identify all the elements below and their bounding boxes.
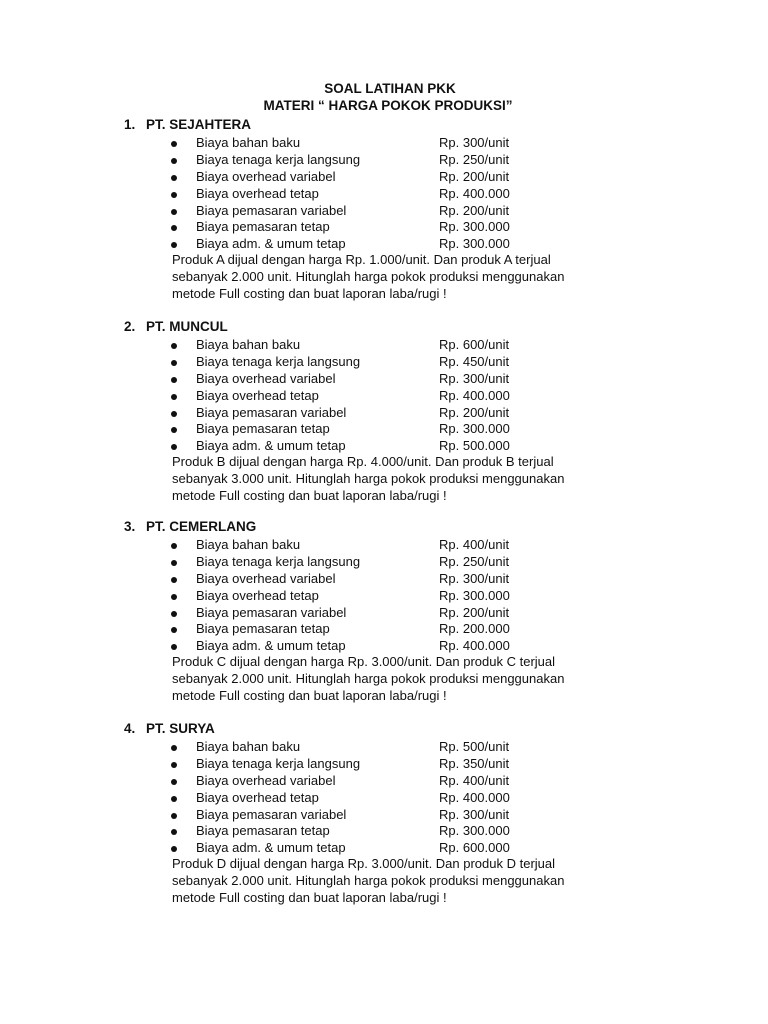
company-name: PT. CEMERLANG: [146, 519, 257, 534]
description-line: Produk D dijual dengan harga Rp. 3.000/unit. Dan produk D terjual: [172, 856, 556, 871]
description-line: sebanyak 2.000 unit. Hitunglah harga pokok produksi menggunakan: [172, 269, 565, 284]
company-name: PT. MUNCUL: [146, 319, 228, 334]
item-value: Rp. 200/unit: [439, 404, 510, 420]
item-value: Rp. 300/unit: [439, 570, 510, 586]
item-label: Biaya tenaga kerja langsung: [196, 755, 361, 771]
item-label: Biaya bahan baku: [196, 739, 301, 754]
item-label: Biaya bahan baku: [196, 537, 301, 552]
item-value: Rp. 300/unit: [439, 135, 510, 150]
company-name: PT. SEJAHTERA: [146, 117, 252, 132]
item-value: Rp. 200/unit: [439, 168, 510, 184]
bullet-icon: [171, 242, 177, 248]
cost-list: [0, 537, 768, 655]
item-label: Biaya pemasaran tetap: [196, 621, 330, 637]
list-item: [0, 354, 768, 371]
item-value: Rp. 500.000: [439, 438, 510, 454]
item-label: Biaya tenaga kerja langsung: [196, 553, 361, 569]
description-line: sebanyak 2.000 unit. Hitunglah harga pokok produksi menggunakan: [172, 873, 565, 888]
item-value: Rp. 300.000: [439, 587, 510, 603]
list-item: [0, 186, 768, 203]
list-item: [0, 807, 768, 824]
list-item: [0, 571, 768, 588]
bullet-icon: [171, 594, 177, 600]
item-label: Biaya pemasaran variabel: [196, 202, 347, 218]
description-line: Produk B dijual dengan harga Rp. 4.000/unit. Dan produk B terjual: [172, 454, 554, 469]
description-line: metode Full costing dan buat laporan laba/rugi !: [172, 286, 447, 301]
bullet-icon: [171, 813, 177, 819]
bullet-icon: [171, 175, 177, 181]
section-title: [124, 720, 215, 737]
bullet-icon: [171, 411, 177, 417]
item-label: Biaya pemasaran variabel: [196, 604, 347, 620]
list-item: [0, 605, 768, 622]
bullet-icon: [171, 225, 177, 231]
document-subtitle: MATERI “ HARGA POKOK PRODUKSI”: [263, 98, 513, 113]
bullet-icon: [171, 762, 177, 768]
item-label: Biaya adm. & umum tetap: [196, 638, 346, 654]
list-item: [0, 337, 768, 354]
item-value: Rp. 400/unit: [439, 772, 510, 788]
description-line: metode Full costing dan buat laporan laba/rugi !: [172, 688, 447, 703]
bullet-icon: [171, 141, 177, 147]
document-header: [0, 80, 768, 114]
description-line: Produk C dijual dengan harga Rp. 3.000/unit. Dan produk C terjual: [172, 654, 556, 669]
bullet-icon: [171, 846, 177, 852]
item-label: Biaya overhead variabel: [196, 370, 336, 386]
item-label: Biaya pemasaran variabel: [196, 806, 347, 822]
list-item: [0, 388, 768, 405]
bullet-icon: [171, 360, 177, 366]
description-line: metode Full costing dan buat laporan laba/rugi !: [172, 890, 447, 905]
item-label: Biaya adm. & umum tetap: [196, 840, 346, 856]
bullet-icon: [171, 745, 177, 751]
item-value: Rp. 200/unit: [439, 202, 510, 218]
list-item: [0, 554, 768, 571]
bullet-icon: [171, 543, 177, 549]
list-item: [0, 739, 768, 756]
bullet-icon: [171, 192, 177, 198]
section-title: [124, 318, 228, 335]
bullet-icon: [171, 394, 177, 400]
company-name: PT. SURYA: [146, 721, 215, 736]
item-value: Rp. 400.000: [439, 789, 510, 805]
problem-description: [172, 453, 642, 504]
document-title: SOAL LATIHAN PKK: [324, 81, 456, 96]
list-item: [0, 790, 768, 807]
bullet-icon: [171, 829, 177, 835]
list-item: [0, 135, 768, 152]
item-value: Rp. 350/unit: [439, 755, 510, 771]
item-label: Biaya pemasaran tetap: [196, 219, 330, 235]
item-value: Rp. 400.000: [439, 387, 510, 403]
description-line: sebanyak 2.000 unit. Hitunglah harga pokok produksi menggunakan: [172, 671, 565, 686]
list-item: [0, 588, 768, 605]
item-value: Rp. 300.000: [439, 823, 510, 839]
section-number: 1.: [124, 117, 136, 132]
problem-description: [172, 855, 642, 906]
bullet-icon: [171, 158, 177, 164]
section-number: 3.: [124, 519, 136, 534]
list-item: [0, 537, 768, 554]
bullet-icon: [171, 343, 177, 349]
bullet-icon: [171, 427, 177, 433]
item-value: Rp. 300.000: [439, 236, 510, 252]
bullet-icon: [171, 611, 177, 617]
item-label: Biaya adm. & umum tetap: [196, 438, 346, 454]
list-item: [0, 773, 768, 790]
list-item: [0, 823, 768, 840]
description-line: sebanyak 3.000 unit. Hitunglah harga pokok produksi menggunakan: [172, 471, 565, 486]
list-item: [0, 405, 768, 422]
problem-description: [172, 251, 642, 302]
item-value: Rp. 300.000: [439, 219, 510, 235]
item-value: Rp. 500/unit: [439, 739, 510, 754]
list-item: [0, 169, 768, 186]
bullet-icon: [171, 644, 177, 650]
item-label: Biaya adm. & umum tetap: [196, 236, 346, 252]
description-line: Produk A dijual dengan harga Rp. 1.000/unit. Dan produk A terjual: [172, 252, 551, 267]
item-label: Biaya bahan baku: [196, 135, 301, 150]
item-label: Biaya bahan baku: [196, 337, 301, 352]
list-item: [0, 371, 768, 388]
section-number: 4.: [124, 721, 136, 736]
bullet-icon: [171, 377, 177, 383]
item-value: Rp. 200/unit: [439, 604, 510, 620]
list-item: [0, 219, 768, 236]
item-label: Biaya pemasaran variabel: [196, 404, 347, 420]
item-value: Rp. 300.000: [439, 421, 510, 437]
item-label: Biaya overhead tetap: [196, 587, 319, 603]
item-label: Biaya overhead tetap: [196, 185, 319, 201]
item-value: Rp. 600/unit: [439, 337, 510, 352]
item-value: Rp. 300/unit: [439, 370, 510, 386]
bullet-icon: [171, 796, 177, 802]
cost-list: [0, 337, 768, 455]
list-item: [0, 152, 768, 169]
bullet-icon: [171, 444, 177, 450]
item-value: Rp. 400.000: [439, 638, 510, 654]
list-item: [0, 203, 768, 220]
bullet-icon: [171, 779, 177, 785]
list-item: [0, 756, 768, 773]
cost-list: [0, 135, 768, 253]
item-value: Rp. 400/unit: [439, 537, 510, 552]
item-label: Biaya pemasaran tetap: [196, 421, 330, 437]
list-item: [0, 421, 768, 438]
list-item: [0, 621, 768, 638]
bullet-icon: [171, 209, 177, 215]
cost-list: [0, 739, 768, 857]
item-value: Rp. 200.000: [439, 621, 510, 637]
item-label: Biaya overhead tetap: [196, 789, 319, 805]
item-value: Rp. 600.000: [439, 840, 510, 856]
item-label: Biaya overhead tetap: [196, 387, 319, 403]
problem-description: [172, 653, 642, 704]
item-value: Rp. 250/unit: [439, 151, 510, 167]
section-title: [124, 116, 251, 133]
bullet-icon: [171, 627, 177, 633]
description-line: metode Full costing dan buat laporan laba/rugi !: [172, 488, 447, 503]
section-number: 2.: [124, 319, 136, 334]
item-label: Biaya overhead variabel: [196, 570, 336, 586]
item-label: Biaya pemasaran tetap: [196, 823, 330, 839]
item-value: Rp. 300/unit: [439, 806, 510, 822]
item-value: Rp. 450/unit: [439, 353, 510, 369]
item-label: Biaya overhead variabel: [196, 168, 336, 184]
item-value: Rp. 400.000: [439, 185, 510, 201]
section-title: [124, 518, 256, 535]
bullet-icon: [171, 560, 177, 566]
bullet-icon: [171, 577, 177, 583]
item-label: Biaya overhead variabel: [196, 772, 336, 788]
item-value: Rp. 250/unit: [439, 553, 510, 569]
item-label: Biaya tenaga kerja langsung: [196, 353, 361, 369]
item-label: Biaya tenaga kerja langsung: [196, 151, 361, 167]
